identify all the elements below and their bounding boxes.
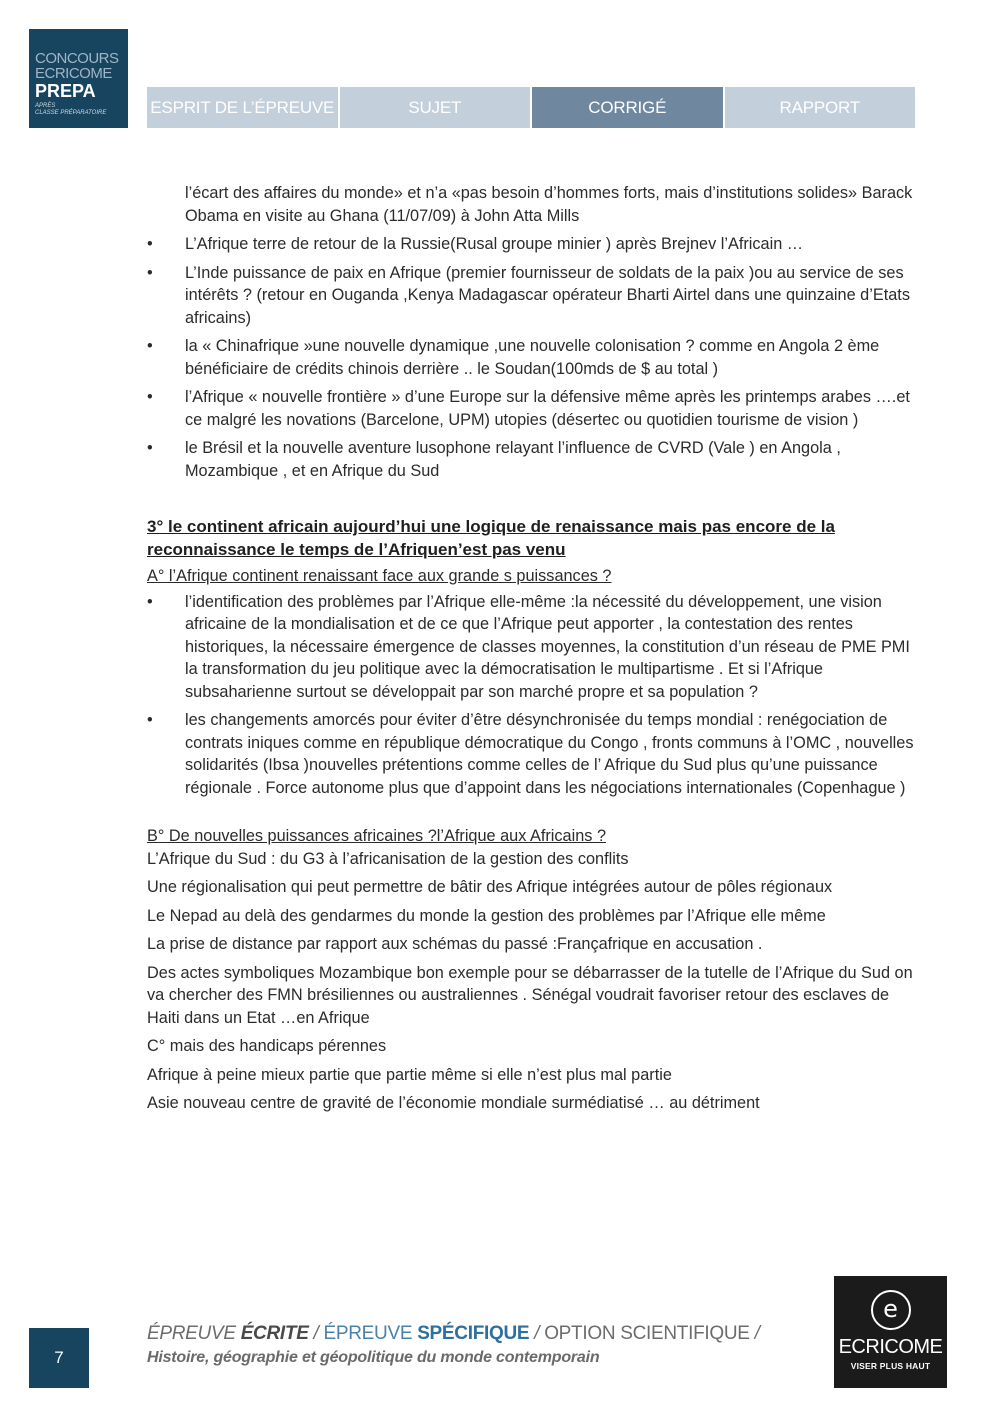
tab-sujet[interactable]: SUJET xyxy=(340,87,531,128)
continuation-text: l’écart des affaires du monde» et n’a «pas besoin d’hommes forts, mais d’institutions solides» Barack Obama en visite au Ghana (11/07/09) à John Atta Mills xyxy=(185,184,913,225)
concours-ecricome-prepa-logo xyxy=(29,29,128,128)
footer-separator: / xyxy=(529,1323,545,1344)
document-body xyxy=(147,182,917,1121)
ecricome-brand-logo xyxy=(834,1276,947,1388)
subheading-a: A° l’Afrique continent renaissant face aux grande s puissances ? xyxy=(147,567,612,585)
paragraph: Une régionalisation qui peut permettre de bâtir des Afrique intégrées autour de pôles régionaux xyxy=(147,878,833,896)
exam-subject-line: Histoire, géographie et géopolitique du monde contemporain xyxy=(147,1349,600,1366)
paragraph: La prise de distance par rapport aux schémas du passé :Françafrique en accusation . xyxy=(147,935,763,953)
section-tabs xyxy=(147,87,915,128)
bullet-icon: • xyxy=(147,592,153,611)
footer-exam-info xyxy=(147,1323,787,1367)
list-item xyxy=(147,233,917,256)
list-item-text: l’identification des problèmes par l’Afrique elle-même :la nécessité du développement, une vision africaine de la mondialisation et de ce que l’Afrique peut apporter , la contestation des rentes historiques, la nécessaire émergence de classes moyennes, la constitution d’un réseau de PME PMI la transformation du jeu politique avec la démocratisation le multipartisme . Et si l’Afrique subsaharienne surtout se développait par son marché propre et sa population ? xyxy=(185,592,910,701)
footer-separator: / xyxy=(308,1323,324,1344)
list-item-text: le Brésil et la nouvelle aventure lusophone relayant l’influence de CVRD (Vale ) en Angola , Mozambique , et en Afrique du Sud xyxy=(185,439,841,480)
list-item xyxy=(147,262,917,330)
paragraph: Des actes symboliques Mozambique bon exemple pour se débarrasser de la tutelle de l’Afrique du Sud on va chercher des FMN brésiliennes ou australiennes . Sénégal voudrait favoriser retour des esclaves de Haiti dans un Etat …en Afrique xyxy=(147,963,913,1027)
footer-separator: / xyxy=(749,1323,760,1344)
tab-rapport[interactable]: RAPPORT xyxy=(725,87,916,128)
logo-line-concours: CONCOURS xyxy=(35,50,119,67)
footer-option: OPTION SCIENTIFIQUE xyxy=(544,1323,750,1344)
bullet-icon: • xyxy=(147,388,153,406)
tab-corrige[interactable]: CORRIGÉ xyxy=(532,87,723,128)
subheading-c: C° mais des handicaps pérennes xyxy=(147,1037,387,1055)
page-number: 7 xyxy=(29,1328,89,1388)
paragraph: Asie nouveau centre de gravité de l’économie mondiale surmédiatisé … au détriment xyxy=(147,1094,760,1112)
footer-ecrite: ÉCRITE xyxy=(240,1323,309,1344)
bullet-list-renaissance xyxy=(147,591,917,800)
tab-esprit-epreuve[interactable]: ESPRIT DE L’ÉPREUVE xyxy=(147,87,338,128)
exam-type-line xyxy=(147,1323,787,1345)
paragraph: Le Nepad au delà des gendarmes du monde la gestion des problèmes par l’Afrique elle même xyxy=(147,906,826,925)
list-item-text: l’Afrique « nouvelle frontière » d’une Europe sur la défensive même après les printemps arabes ….et ce malgré les novations (Barcelone, UPM) utopies (désertec ou quotidien tourisme de vision ) xyxy=(185,388,910,429)
brand-tagline: VISER PLUS HAUT xyxy=(850,1361,931,1371)
list-item-text: la « Chinafrique »une nouvelle dynamique ,une nouvelle colonisation ? comme en Angola 2 ème bénéficiaire de crédits chinois derrière .. le Soudan(100mds de $ au total ) xyxy=(185,337,880,378)
paragraph: L’Afrique du Sud : du G3 à l’africanisation de la gestion des conflits xyxy=(147,849,629,868)
list-item-text: les changements amorcés pour éviter d’être désynchronisée du temps mondial : renégociation de contrats iniques comme en république démocratique du Congo , fronts communs à l’OMC , nouvelles solidarités (Ibsa )nouvelles prétentions comme celles de l’ Afrique du Sud plus qu’une puissance régionale . Force autonome plus que d’appoint dans les négociations internationales (Copenhague ) xyxy=(185,711,914,797)
brand-name: ECRICOME xyxy=(838,1336,943,1358)
list-item xyxy=(147,335,917,380)
ecricome-e-icon: e xyxy=(871,1290,911,1330)
logo-line-classe: CLASSE PRÉPARATOIRE xyxy=(35,110,107,116)
logo-line-ecricome: ECRICOME xyxy=(35,65,112,82)
list-item xyxy=(147,709,917,799)
bullet-list-powers xyxy=(147,233,917,482)
subheading-b: B° De nouvelles puissances africaines ?l’Afrique aux Africains ? xyxy=(147,827,607,845)
list-item-text: L’Afrique terre de retour de la Russie(Rusal groupe minier ) après Brejnev l’Africain … xyxy=(185,235,804,253)
footer-epreuve: ÉPREUVE xyxy=(147,1323,241,1344)
section-heading-3: 3° le continent africain aujourd’hui une logique de renaissance mais pas encore de la reconnaissance le temps de l’Afriquen’est pas venu xyxy=(147,517,835,559)
logo-line-prepa: PREPA xyxy=(35,81,96,101)
bullet-icon: • xyxy=(147,711,153,729)
paragraph: Afrique à peine mieux partie que partie même si elle n’est plus mal partie xyxy=(147,1065,672,1084)
bullet-icon: • xyxy=(147,337,153,355)
logo-line-apres: APRÈS xyxy=(35,103,56,109)
bullet-icon: • xyxy=(147,235,153,253)
list-item xyxy=(147,386,917,431)
footer-specifique: SPÉCIFIQUE xyxy=(417,1323,530,1344)
bullet-icon: • xyxy=(147,439,153,457)
list-item xyxy=(147,437,917,482)
bullet-icon: • xyxy=(147,263,153,282)
list-item xyxy=(147,591,917,704)
footer-epreuve-2: ÉPREUVE xyxy=(323,1323,418,1344)
list-item-text: L’Inde puissance de paix en Afrique (premier fournisseur de soldats de la paix )ou au service de ses intérêts ? (retour en Ouganda ,Kenya Madagascar opérateur Bharti Airtel dans une quinzaine d’Etats africains) xyxy=(185,263,910,327)
